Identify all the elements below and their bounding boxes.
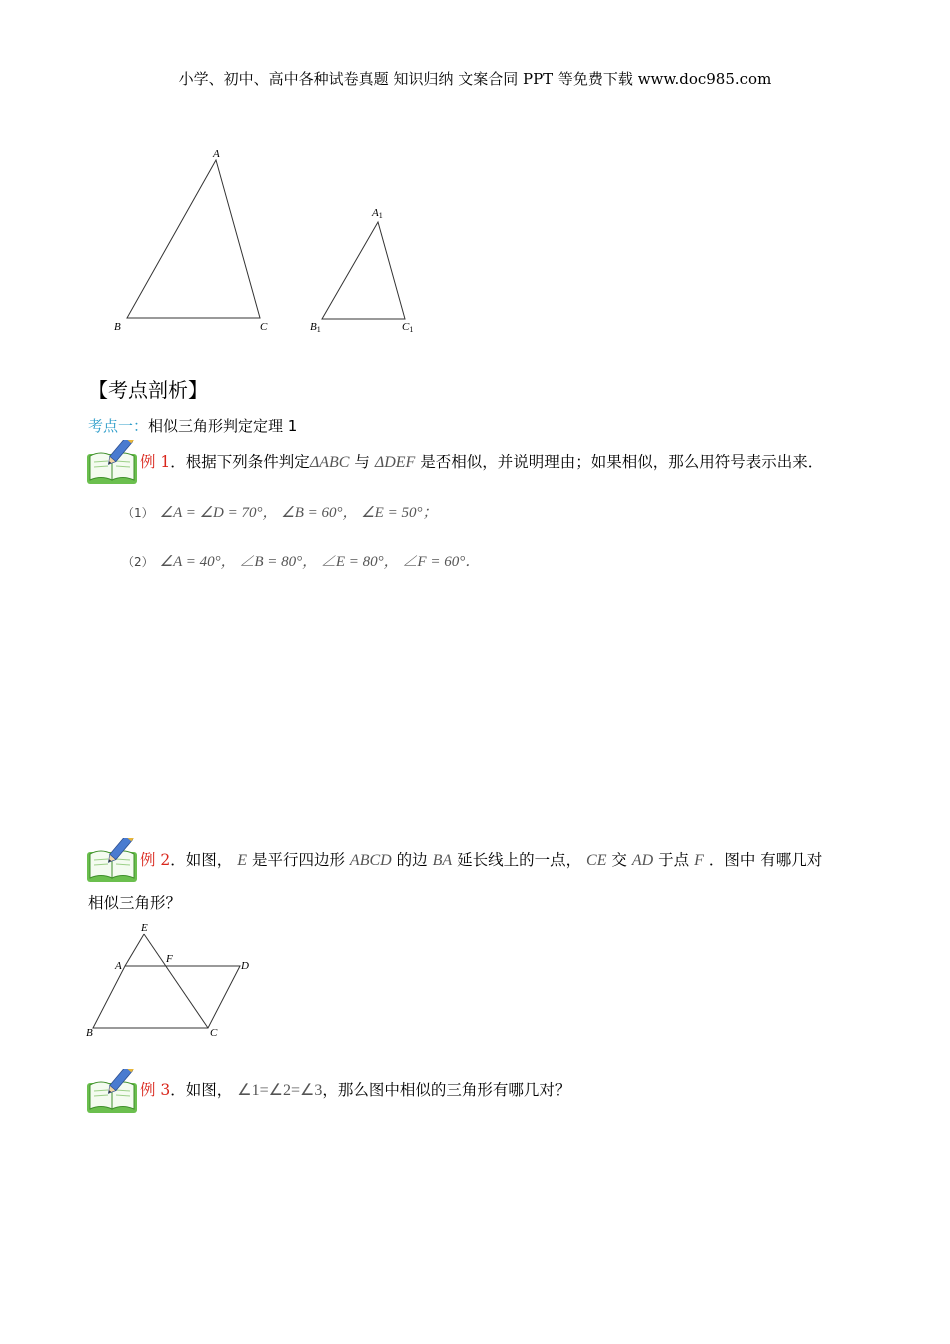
label-b1: B1 <box>310 321 321 334</box>
example1-label: 例 1 <box>140 453 171 471</box>
page-header: 小学、初中、高中各种试卷真题 知识归纳 文案合同 PPT 等免费下载 www.doc985.com <box>178 70 772 88</box>
label-a1: A1 <box>372 207 383 220</box>
example2-stem-line2: 相似三角形？ <box>88 894 182 912</box>
segment-ec <box>144 934 208 1028</box>
label-e: E <box>141 922 148 934</box>
book-pen-icon <box>86 1069 138 1113</box>
label-f: F <box>166 953 173 965</box>
label-b: B <box>114 321 121 333</box>
parallelogram-abcd <box>93 966 240 1028</box>
figure-similar-triangles <box>100 140 430 340</box>
example2-label: 例 2 <box>140 851 171 869</box>
triangle-abc <box>127 160 260 318</box>
label-c: C <box>260 321 268 333</box>
segment-ae <box>125 934 144 966</box>
label-a: A <box>213 148 220 160</box>
book-pen-icon <box>86 838 138 882</box>
example1-item1: （1） ∠A = ∠D = 70°， ∠B = 60°， ∠E = 50°； <box>122 505 438 521</box>
figure-parallelogram <box>80 920 270 1045</box>
kaodian-line <box>88 415 297 436</box>
book-pen-icon <box>86 440 138 484</box>
label-c1: C1 <box>402 321 414 334</box>
example3-stem: 例 3．如图， ∠1=∠2=∠3，那么图中相似的三角形有哪几对？ <box>140 1081 571 1099</box>
example3-label: 例 3 <box>140 1081 171 1099</box>
label-c: C <box>210 1027 218 1039</box>
example2-stem: 例 2．如图， E 是平行四边形 ABCD 的边 BA 延长线上的一点， CE 交 AD 于点 F ．图中 有哪几对 <box>140 851 823 869</box>
label-d: D <box>241 960 249 972</box>
label-a: A <box>115 960 122 972</box>
example1-stem: 例 1．根据下列条件判定ΔABC 与 ΔDEF 是否相似，并说明理由；如果相似，那么用符号表示出来． <box>140 453 824 471</box>
section-title: 【考点剖析】 <box>88 378 208 402</box>
kaodian-label: 考点一： <box>88 417 149 435</box>
example1-item2: （2） ∠A = 40°， ∠B = 80°， ∠E = 80°， ∠F = 60°． <box>122 554 481 570</box>
triangle-a1b1c1 <box>322 222 405 319</box>
kaodian-text: 相似三角形判定定理 1 <box>148 417 298 435</box>
label-b: B <box>86 1027 93 1039</box>
